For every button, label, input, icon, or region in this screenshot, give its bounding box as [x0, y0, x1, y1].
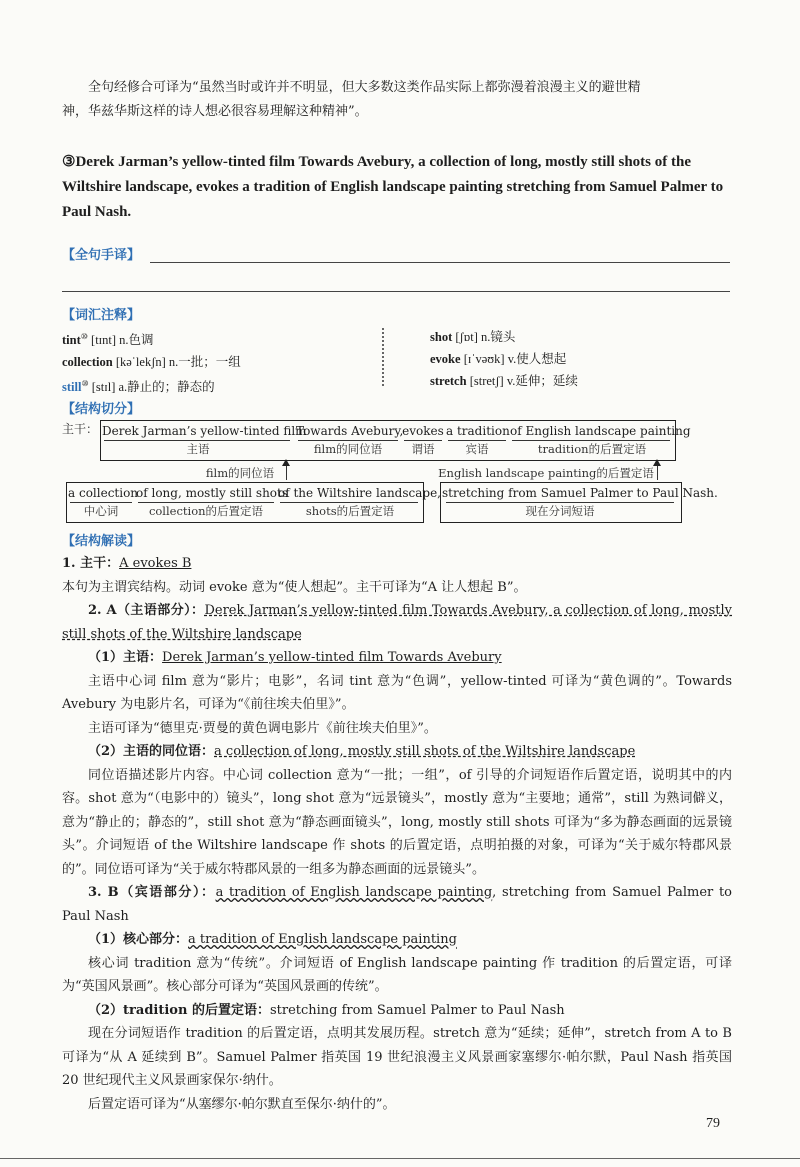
diagram-arrow-right: [653, 459, 661, 466]
explain-sub-2: （2）主语的同位语：a collection of long, mostly still shots of the Wiltshire landscape: [88, 744, 636, 759]
section-vocab: 【词汇注释】: [62, 308, 141, 323]
section-translate: 【全句手译】: [62, 248, 141, 263]
diagram-bottom-cell: a collection: [68, 486, 139, 500]
diagram-bottom-label: shots的后置定语: [305, 504, 395, 518]
vocab-left: [62, 326, 372, 398]
explain-para: 后置定语可译为“从塞缪尔·帕尔默直至保尔·纳什的”。: [88, 1096, 396, 1112]
diagram-underline: [70, 502, 132, 503]
vocab-item: evoke [ɪˈvəʊk] v.使人想起: [430, 352, 567, 366]
explain-sub-4: （2）tradition 的后置定语：stretching from Samuel Palmer to Paul Nash: [88, 1002, 565, 1018]
answer-line-1: [150, 262, 730, 263]
diagram-underline: [448, 440, 506, 441]
diagram-top-cell: Derek Jarman’s yellow-tinted film: [102, 424, 307, 438]
diagram-mid-right-label: English landscape painting的后置定语: [438, 466, 654, 480]
intro-line-2: 神，华兹华斯这样的诗人想必很容易理解这种精神”。: [62, 103, 368, 119]
vocab-right: [430, 326, 730, 392]
explain-heading-1: 1. 主干：A evokes B: [62, 556, 192, 571]
explain-sub-1: （1）主语：Derek Jarman’s yellow-tinted film Towards Avebury: [88, 650, 502, 665]
explain-sub-3: （1）核心部分：a tradition of English landscape painting: [88, 932, 457, 947]
vocab-item: collection [kəˈlekʃn] n.一批；一组: [62, 355, 241, 370]
diagram-arrow-left: [282, 459, 290, 466]
intro-line-1: 全句经修合可译为“虽然当时或许并不明显，但大多数这类作品实际上都弥漫着浪漫主义的避世精: [88, 80, 641, 95]
footer-divider: [0, 1158, 800, 1159]
explain-para: 本句为主谓宾结构。动词 evoke 意为“使人想起”。主干可译为“A 让人想起 B”。: [62, 579, 527, 595]
diagram-connector: [286, 466, 287, 480]
diagram-top-label: tradition的后置定语: [537, 442, 647, 456]
explain-heading-2: 2. A（主语部分）：Derek Jarman’s yellow-tinted film Towards Avebury, a collection of long, mostly still shots of the Wiltshire landscape: [62, 603, 732, 642]
explain-para: 同位语描述影片内容。中心词 collection 意为“一批；一组”，of 引导的介词短语作后置定语，说明其中的内容。shot 意为“（电影中的）镜头”，long shot 意为“远景镜头”，mostly 意为“主要地；通常”，still 为熟词僻义，意为“静止的；静态的”，still shot 意为“静态画面镜头”，long, mostly still shots 可译为“多为静态画面的远景镜头”。介词短语 of the Wiltshire landscape 作 shots 的后置定语，点明拍摄的对象，可译为“关于威尔特郡风景的”。同位语可译为“关于威尔特郡风景的一组多为静态画面的远景镜头”。: [62, 767, 732, 877]
explain-para: 核心词 tradition 意为“传统”。介词短语 of English landscape painting 作 tradition 的后置定语，可译为“英国风景画”。核心部分可译为“英国风景画的传统”。: [62, 955, 732, 994]
sentence-title: [62, 150, 730, 225]
intro-paragraph: [62, 76, 732, 123]
vocab-divider-decoration: [382, 328, 396, 386]
diagram-bottom-label: collection的后置定语: [148, 504, 264, 518]
vocab-item: tint⑩ [tɪnt] n.色调: [62, 332, 154, 348]
explain-para: 主语中心词 film 意为“影片；电影”，名词 tint 意为“色调”，yellow-tinted 可译为“黄色调的”。Towards Avebury 为电影片名，可译为“《前往埃夫伯里》”。: [62, 673, 732, 712]
diagram-connector: [657, 466, 658, 480]
diagram-main-label: 主干：: [62, 422, 99, 436]
sentence-text: Derek Jarman’s yellow-tinted film Towards Avebury, a collection of long, mostly still shots of the Wiltshire landscape, evokes a tradition of English landscape painting stretching from Samuel Palmer to Paul Nash.: [62, 154, 724, 220]
section-explain: 【结构解读】: [62, 534, 141, 549]
diagram-underline: [446, 502, 674, 503]
diagram-bottom-label: 现在分词短语: [525, 504, 595, 518]
diagram-bottom-cell: of the Wiltshire landscape,: [278, 486, 441, 500]
diagram-top-label: 谓语: [411, 442, 435, 456]
diagram-top-label: 主语: [186, 442, 210, 456]
diagram-top-label: film的同位语: [313, 442, 383, 456]
vocab-item: still⑩ [stɪl] a.静止的；静态的: [62, 379, 215, 395]
vocab-item: shot [ʃɒt] n.镜头: [430, 330, 516, 344]
diagram-underline: [280, 502, 418, 503]
diagram-top-cell: of English landscape painting: [510, 424, 691, 438]
vocab-item: stretch [stretʃ] v.延伸；延续: [430, 374, 578, 388]
diagram-mid-left-label: film的同位语: [205, 466, 275, 480]
explain-body: [62, 552, 732, 1116]
section-split: 【结构切分】: [62, 402, 141, 417]
diagram-underline: [138, 502, 274, 503]
explain-para: 现在分词短语作 tradition 的后置定语，点明其发展历程。stretch 意为“延续；延伸”，stretch from A to B 可译为“从 A 延续到 B”。Samuel Palmer 指英国 19 世纪浪漫主义风景画家塞缪尔·帕尔默，Paul Nash 指英国 20 世纪现代主义风景画家保尔·纳什。: [62, 1026, 732, 1088]
page-number: 79: [706, 1116, 720, 1131]
diagram-underline: [298, 440, 398, 441]
diagram-top-label: 宾语: [465, 442, 489, 456]
diagram-underline: [104, 440, 290, 441]
diagram-bottom-label: 中心词: [83, 504, 119, 518]
diagram-top-cell: evokes: [402, 424, 444, 438]
diagram-top-cell: Towards Avebury,: [296, 424, 404, 438]
explain-heading-3: 3. B（宾语部分）：a tradition of English landscape painting, stretching from Samuel Palmer to Paul Nash: [62, 885, 733, 924]
diagram-bottom-cell: stretching from Samuel Palmer to Paul Nash.: [442, 486, 718, 500]
diagram-underline: [512, 440, 670, 441]
diagram-underline: [404, 440, 442, 441]
explain-para: 主语可译为“德里克·贾曼的黄色调电影片《前往埃夫伯里》”。: [88, 720, 437, 736]
sentence-number: ③: [62, 154, 76, 170]
diagram-top-cell: a tradition: [446, 424, 510, 438]
diagram-bottom-cell: of long, mostly still shots: [136, 486, 288, 500]
answer-line-2: [62, 291, 730, 292]
